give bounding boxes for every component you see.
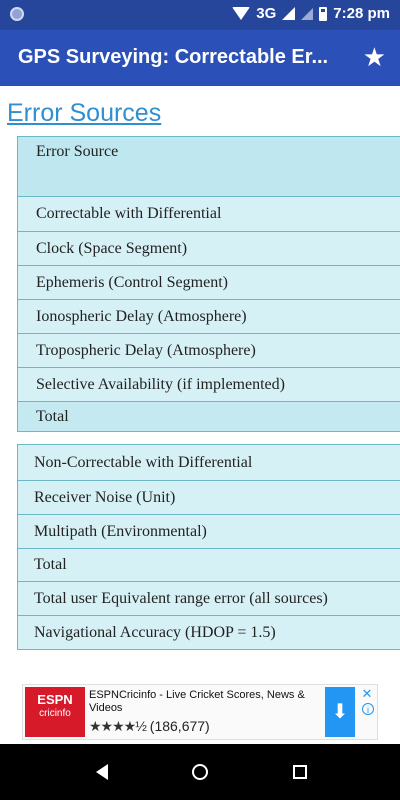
error-sources-link[interactable]: Error Sources bbox=[7, 99, 162, 127]
logo-subtext: cricinfo bbox=[39, 708, 71, 719]
table-row: Navigational Accuracy (HDOP = 1.5) bbox=[18, 616, 400, 650]
table-row: Total bbox=[18, 549, 400, 582]
network-type: 3G bbox=[256, 5, 277, 22]
status-bar bbox=[0, 0, 400, 30]
table-row: Non-Correctable with Differential bbox=[18, 445, 400, 481]
back-icon[interactable] bbox=[96, 764, 108, 780]
table-row: Correctable with Differential bbox=[18, 197, 400, 232]
app-bar bbox=[0, 30, 400, 86]
download-icon[interactable]: ⬇ bbox=[325, 687, 355, 737]
table-row: Receiver Noise (Unit) bbox=[18, 481, 400, 515]
page-title: GPS Surveying: Correctable Er... bbox=[18, 46, 329, 68]
notification-icon bbox=[10, 7, 24, 21]
error-table-correctable bbox=[17, 136, 400, 432]
table-total: Total bbox=[18, 402, 400, 432]
ad-banner[interactable] bbox=[22, 684, 378, 740]
logo-text: ESPN bbox=[37, 692, 73, 707]
status-icons bbox=[232, 5, 390, 22]
review-count: (186,677) bbox=[149, 718, 210, 734]
content-area bbox=[0, 86, 400, 684]
wifi-icon bbox=[232, 7, 250, 20]
table-row: Ephemeris (Control Segment) bbox=[18, 266, 400, 300]
clock: 7:28 pm bbox=[333, 5, 390, 22]
ad-title: ESPNCricinfo - Live Cricket Scores, News & Videos bbox=[89, 689, 305, 714]
rating-stars-icon: ★★★★½ bbox=[89, 718, 146, 734]
close-ad-icon[interactable]: ✕ bbox=[361, 686, 373, 701]
table-header: Error Source bbox=[18, 137, 400, 197]
favorite-star-icon[interactable]: ★ bbox=[362, 42, 386, 72]
battery-icon bbox=[319, 7, 327, 21]
ad-rating bbox=[89, 718, 210, 735]
signal2-icon bbox=[301, 8, 313, 20]
navigation-bar bbox=[0, 744, 400, 800]
signal-icon bbox=[282, 7, 295, 20]
table-row: Tropospheric Delay (Atmosphere) bbox=[18, 334, 400, 368]
table-row: Ionospheric Delay (Atmosphere) bbox=[18, 300, 400, 334]
recent-apps-icon[interactable] bbox=[293, 765, 307, 779]
error-table-noncorrectable bbox=[17, 444, 400, 650]
table-row: Clock (Space Segment) bbox=[18, 232, 400, 266]
ad-choices-icon[interactable]: i bbox=[362, 703, 374, 715]
table-row: Total user Equivalent range error (all sources) bbox=[18, 582, 400, 616]
table-row: Multipath (Environmental) bbox=[18, 515, 400, 549]
espn-cricinfo-logo bbox=[25, 687, 85, 737]
home-icon[interactable] bbox=[192, 764, 208, 780]
table-row: Selective Availability (if implemented) bbox=[18, 368, 400, 402]
